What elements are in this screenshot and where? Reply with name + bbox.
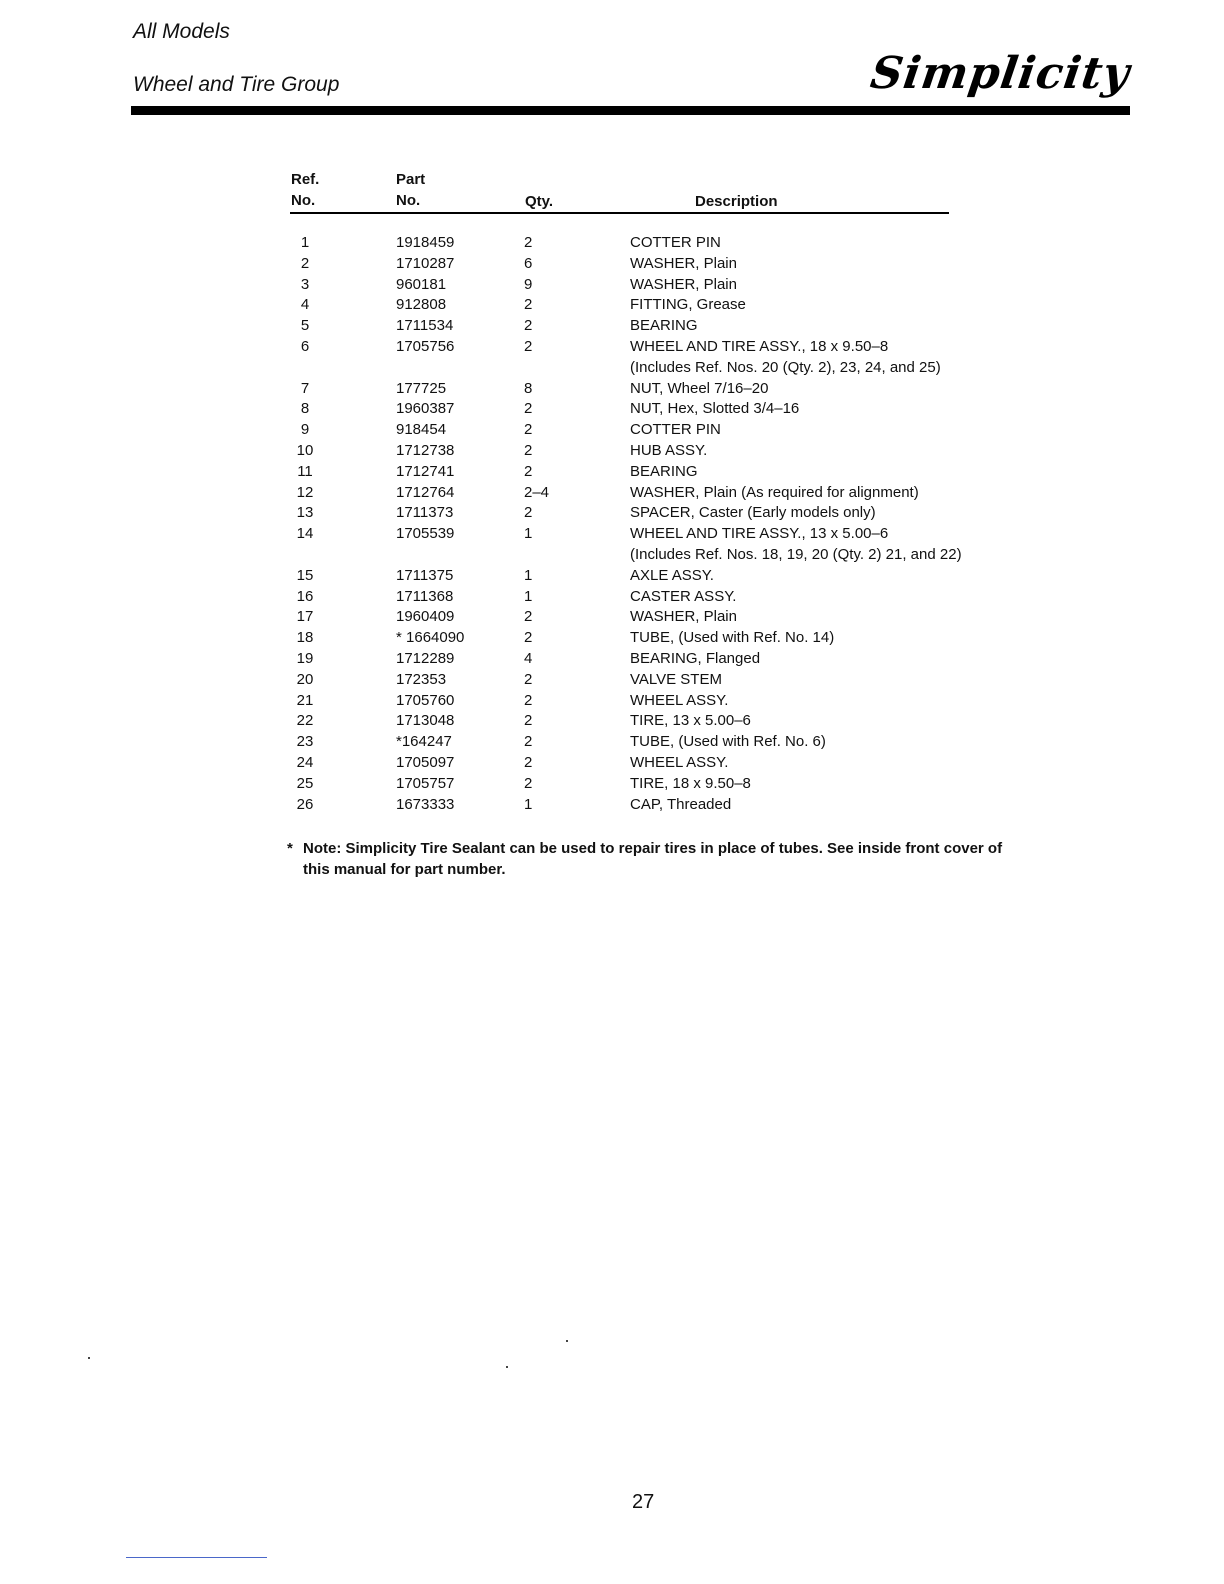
description-line: COTTER PIN [630, 421, 721, 439]
table-row [290, 524, 1010, 566]
table-row [290, 691, 1010, 712]
qty-cell: 1 [524, 587, 533, 605]
part-number-cell: 1705539 [396, 525, 455, 543]
description-cell [630, 607, 737, 628]
description-cell [630, 753, 728, 774]
table-row [290, 420, 1010, 441]
table-row [290, 233, 1010, 254]
qty-cell: 2 [524, 629, 533, 647]
description-cell [630, 795, 731, 816]
part-number-cell: 1705097 [396, 753, 455, 771]
header-rule [131, 106, 1130, 115]
part-number-cell: 1960409 [396, 608, 455, 626]
description-line: WASHER, Plain (As required for alignment) [630, 483, 919, 501]
qty-cell: 1 [524, 795, 533, 813]
description-line: TUBE, (Used with Ref. No. 14) [630, 629, 835, 647]
table-row [290, 337, 1010, 379]
part-number-cell: 172353 [396, 670, 447, 688]
part-number-cell: 1711375 [396, 566, 454, 584]
table-row [290, 462, 1010, 483]
description-line-2: (Includes Ref. Nos. 20 (Qty. 2), 23, 24, and 25) [630, 358, 941, 376]
description-cell [630, 483, 919, 504]
footer-line [126, 1557, 267, 1558]
description-cell [630, 316, 698, 337]
part-number-cell: 1705756 [396, 337, 455, 355]
part-number-cell: 177725 [396, 379, 447, 397]
qty-cell: 2 [524, 296, 533, 314]
qty-cell: 2 [524, 753, 533, 771]
page-number: 27 [632, 1491, 655, 1513]
description-cell [630, 566, 714, 587]
ref-cell: 17 [296, 608, 314, 626]
qty-cell: 2 [524, 774, 533, 792]
description-line: HUB ASSY. [630, 441, 708, 459]
ref-cell: 6 [300, 337, 310, 355]
description-cell [630, 233, 721, 254]
table-row [290, 711, 1010, 732]
table-row [290, 316, 1010, 337]
header-description: Description [695, 193, 778, 210]
ref-cell: 14 [296, 525, 314, 543]
ref-cell: 3 [300, 275, 310, 293]
ref-cell: 19 [296, 649, 314, 667]
description-cell [630, 587, 736, 608]
description-line: CAP, Threaded [630, 795, 732, 813]
table-row [290, 774, 1010, 795]
description-line: TUBE, (Used with Ref. No. 6) [630, 733, 826, 751]
qty-cell: 2 [524, 608, 533, 626]
description-cell [630, 711, 751, 732]
qty-cell: 2 [524, 691, 533, 709]
part-number-cell: 960181 [396, 275, 447, 293]
sealant-note [287, 838, 1027, 880]
description-line: TIRE, 13 x 5.00–6 [630, 712, 751, 730]
ref-cell: 22 [296, 712, 314, 730]
qty-cell: 2 [524, 462, 533, 480]
description-cell [630, 732, 826, 753]
qty-cell: 2 [524, 400, 533, 418]
scan-speck [506, 1366, 508, 1368]
header-part-line2: No. [396, 192, 421, 209]
part-number-cell: 1960387 [396, 400, 455, 418]
ref-cell: 9 [300, 421, 310, 439]
ref-cell: 11 [297, 462, 313, 480]
description-cell [630, 275, 737, 296]
description-cell [630, 295, 746, 316]
description-cell [630, 399, 799, 420]
qty-cell: 4 [524, 649, 533, 667]
description-cell [630, 441, 707, 462]
table-row [290, 732, 1010, 753]
qty-cell: 1 [524, 566, 533, 584]
table-row [290, 483, 1010, 504]
table-row [290, 649, 1010, 670]
qty-cell: 2 [524, 670, 533, 688]
part-number-cell: 1713048 [396, 712, 455, 730]
description-line: SPACER, Caster (Early models only) [630, 504, 876, 522]
table-row [290, 670, 1010, 691]
ref-cell: 23 [296, 733, 314, 751]
description-cell [630, 774, 751, 795]
header-part-line1: Part [396, 171, 426, 188]
part-number-cell: *164247 [396, 733, 452, 751]
description-line: WASHER, Plain [630, 254, 737, 272]
description-cell [630, 691, 728, 712]
table-row [290, 399, 1010, 420]
table-row [290, 753, 1010, 774]
part-number-cell: 1712764 [396, 483, 455, 501]
ref-cell: 8 [300, 400, 310, 418]
parts-rows [290, 233, 1010, 815]
description-line: BEARING [630, 462, 698, 480]
qty-cell: 2–4 [524, 483, 550, 501]
ref-cell: 26 [296, 795, 314, 813]
table-row [290, 254, 1010, 275]
brand-logo: Simplicity [867, 48, 1134, 99]
description-cell [630, 670, 722, 691]
part-number-cell: 1712741 [396, 462, 455, 480]
qty-cell: 2 [524, 337, 533, 355]
description-line: VALVE STEM [630, 670, 722, 688]
part-number-cell: 912808 [396, 296, 447, 314]
qty-cell: 2 [524, 504, 533, 522]
description-cell [630, 649, 760, 670]
ref-cell: 15 [296, 566, 314, 584]
description-cell [630, 628, 834, 649]
part-number-cell: 1712738 [396, 441, 455, 459]
scan-speck [566, 1340, 568, 1342]
ref-cell: 24 [296, 753, 314, 771]
part-number-cell: 1705760 [396, 691, 455, 709]
table-row [290, 795, 1010, 816]
ref-cell: 5 [300, 317, 310, 335]
table-row [290, 607, 1010, 628]
description-cell [630, 337, 941, 379]
part-number-cell: 1711373 [396, 504, 454, 522]
ref-cell: 13 [296, 504, 314, 522]
qty-cell: 8 [524, 379, 533, 397]
part-number-cell: 1710287 [396, 254, 455, 272]
note-text: Note: Simplicity Tire Sealant can be used to repair tires in place of tubes. See inside front cover of this manual for part number. [303, 840, 1003, 878]
ref-cell: 20 [296, 670, 314, 688]
description-line: WHEEL ASSY. [630, 753, 729, 771]
table-row [290, 587, 1010, 608]
description-line: WASHER, Plain [630, 608, 737, 626]
description-line: FITTING, Grease [630, 296, 746, 314]
qty-cell: 2 [524, 733, 533, 751]
ref-cell: 21 [296, 691, 314, 709]
description-line: WHEEL AND TIRE ASSY., 13 x 5.00–6 [630, 525, 889, 543]
qty-cell: 2 [524, 421, 533, 439]
description-cell [630, 420, 721, 441]
table-row [290, 275, 1010, 296]
description-line: TIRE, 18 x 9.50–8 [630, 774, 751, 792]
header-models: All Models [133, 20, 230, 43]
part-number-cell: 1711368 [396, 587, 454, 605]
ref-cell: 18 [296, 629, 314, 647]
ref-cell: 12 [296, 483, 314, 501]
ref-cell: 16 [296, 587, 314, 605]
ref-cell: 7 [300, 379, 310, 397]
header-ref-line2: No. [291, 192, 316, 209]
description-cell [630, 379, 768, 400]
scan-speck [88, 1357, 90, 1359]
header-ref-line1: Ref. [291, 171, 320, 188]
description-line: WHEEL AND TIRE ASSY., 18 x 9.50–8 [630, 337, 889, 355]
ref-cell: 25 [296, 774, 314, 792]
ref-cell: 10 [296, 441, 314, 459]
qty-cell: 2 [524, 712, 533, 730]
part-number-cell: 1673333 [396, 795, 455, 813]
description-line: WASHER, Plain [630, 275, 737, 293]
ref-cell: 4 [300, 296, 310, 314]
description-line: NUT, Hex, Slotted 3/4–16 [630, 400, 800, 418]
qty-cell: 2 [524, 441, 533, 459]
table-row [290, 566, 1010, 587]
description-cell [630, 462, 698, 483]
note-asterisk: * [287, 840, 293, 857]
table-header-rule [290, 212, 949, 214]
description-line: BEARING [630, 317, 698, 335]
header-group-title: Wheel and Tire Group [133, 73, 340, 96]
qty-cell: 2 [524, 234, 533, 251]
ref-cell: 2 [300, 254, 310, 272]
description-line-2: (Includes Ref. Nos. 18, 19, 20 (Qty. 2) 21, and 22) [630, 545, 962, 563]
part-number-cell: 1918459 [396, 234, 455, 251]
table-row [290, 628, 1010, 649]
header-qty: Qty. [525, 193, 554, 210]
description-cell [630, 503, 876, 524]
part-number-cell: 1712289 [396, 649, 455, 667]
description-line: COTTER PIN [630, 234, 721, 251]
part-number-cell: * 1664090 [396, 629, 465, 647]
ref-cell: 1 [300, 234, 310, 251]
qty-cell: 6 [524, 254, 533, 272]
description-cell [630, 254, 737, 275]
part-number-cell: 1711534 [396, 317, 454, 335]
table-row [290, 379, 1010, 400]
description-line: CASTER ASSY. [630, 587, 737, 605]
description-line: WHEEL ASSY. [630, 691, 729, 709]
qty-cell: 1 [524, 525, 533, 543]
part-number-cell: 918454 [396, 421, 447, 439]
table-row [290, 503, 1010, 524]
description-line: AXLE ASSY. [630, 566, 714, 584]
table-row [290, 441, 1010, 462]
description-line: BEARING, Flanged [630, 649, 761, 667]
part-number-cell: 1705757 [396, 774, 455, 792]
description-cell [630, 524, 962, 566]
description-line: NUT, Wheel 7/16–20 [630, 379, 769, 397]
qty-cell: 2 [524, 317, 533, 335]
table-row [290, 295, 1010, 316]
qty-cell: 9 [524, 275, 533, 293]
